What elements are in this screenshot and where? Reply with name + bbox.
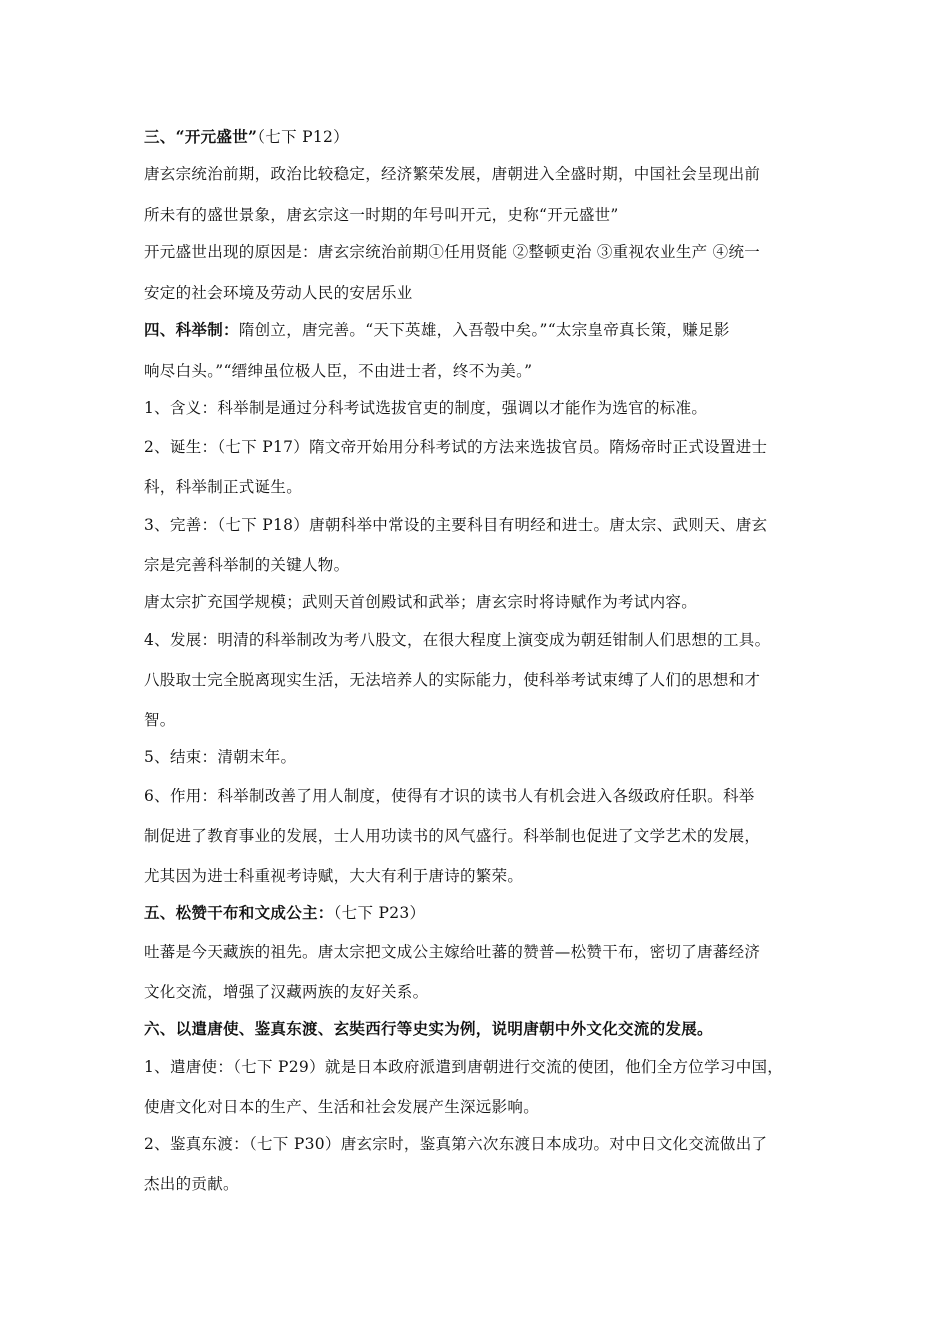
paragraph-line [144,670,760,690]
body-text: 开元盛世出现的原因是：唐玄宗统治前期①任用贤能 ②整顿吏治 ③重视农业生产 ④统一 [144,243,761,261]
paragraph-line [144,361,532,381]
paragraph-line [144,555,349,575]
body-text: 5、结束：清朝末年。 [144,748,297,766]
list-item [144,398,707,418]
body-text: 唐太宗扩充国学规模；武则天首创殿试和武举；唐玄宗时将诗赋作为考试内容。 [144,593,698,611]
body-text: 杰出的贡献。 [144,1175,239,1193]
paragraph-line [144,477,302,497]
paragraph-line [144,205,619,225]
body-text: 1、含义：科举制是通过分科考试选拔官吏的制度，强调以才能作为选官的标准。 [144,399,708,417]
body-text: 唐玄宗统治前期，政治比较稳定，经济繁荣发展，唐朝进入全盛时期，中国社会呈现出前 [144,165,761,183]
body-text: 1、遣唐使：（七下 P29）就是日本政府派遣到唐朝进行交流的使团，他们全方位学习中国， [144,1058,784,1076]
heading-text: 四、科举制： [144,320,239,339]
paragraph-line [144,982,428,1002]
paragraph-line [144,592,697,612]
list-item [144,1134,767,1154]
body-text: 文化交流，增强了汉藏两族的友好关系。 [144,983,429,1001]
body-text: 隋创立，唐完善。“天下英雄，入吾彀中矣。”“太宗皇帝真长策，赚足影 [238,321,730,339]
paragraph-line [144,164,760,184]
body-text: 响尽白头。”“缙绅虽位极人臣，不由进士者，终不为美。” [144,362,533,380]
section-heading-6 [144,1019,713,1039]
body-text: 吐蕃是今天藏族的祖先。唐太宗把文成公主嫁给吐蕃的赞普—松赞干布，密切了唐蕃经济 [144,943,761,961]
paragraph-line [144,1174,239,1194]
paragraph-line [144,942,760,962]
section-heading-4 [144,320,730,340]
body-text: 2、鉴真东渡：（七下 P30）唐玄宗时，鉴真第六次东渡日本成功。对中日文化交流做出了 [144,1135,768,1153]
body-text: 尤其因为进士科重视考诗赋，大大有利于唐诗的繁荣。 [144,867,524,885]
list-item [144,786,755,806]
heading-text: 三、“开元盛世” [144,127,258,146]
body-text: 科，科举制正式诞生。 [144,478,303,496]
paragraph-line [144,283,413,303]
body-text: 使唐文化对日本的生产、生活和社会发展产生深远影响。 [144,1098,540,1116]
heading-text: 六、以遣唐使、鉴真东渡、玄奘西行等史实为例，说明唐朝中外文化交流的发展。 [144,1019,713,1038]
body-text: 制促进了教育事业的发展，士人用功读书的风气盛行。科举制也促进了文学艺术的发展， [144,827,761,845]
paragraph-line [144,710,176,730]
paragraph-line [144,826,760,846]
body-text: 安定的社会环境及劳动人民的安居乐业 [144,284,413,302]
paragraph-line [144,866,523,886]
page-reference: （七下 P12） [257,128,349,146]
body-text: 6、作用：科举制改善了用人制度，使得有才识的读书人有机会进入各级政府任职。科举 [144,787,755,805]
body-text: 所未有的盛世景象，唐玄宗这一时期的年号叫开元，史称“开元盛世” [144,206,619,224]
section-heading-3 [144,127,349,147]
body-text: 2、诞生：（七下 P17）隋文帝开始用分科考试的方法来选拔官员。隋炀帝时正式设置进士 [144,438,768,456]
section-heading-5 [144,903,425,923]
heading-text: 五、松赞干布和文成公主： [144,903,334,922]
body-text: 宗是完善科举制的关键人物。 [144,556,350,574]
body-text: 八股取士完全脱离现实生活，无法培养人的实际能力，使科举考试束缚了人们的思想和才 [144,671,761,689]
list-item [144,630,770,650]
body-text: 智。 [144,711,176,729]
list-item [144,747,296,767]
page-reference: （七下 P23） [333,904,426,922]
body-text: 3、完善：（七下 P18）唐朝科举中常设的主要科目有明经和进士。唐太宗、武则天、唐玄 [144,516,768,534]
list-item [144,437,767,457]
body-text: 4、发展：明清的科举制改为考八股文，在很大程度上演变成为朝廷钳制人们思想的工具。 [144,631,771,649]
paragraph-line [144,242,760,262]
list-item [144,515,767,535]
list-item [144,1057,783,1077]
paragraph-line [144,1097,539,1117]
document-page [144,0,814,1344]
